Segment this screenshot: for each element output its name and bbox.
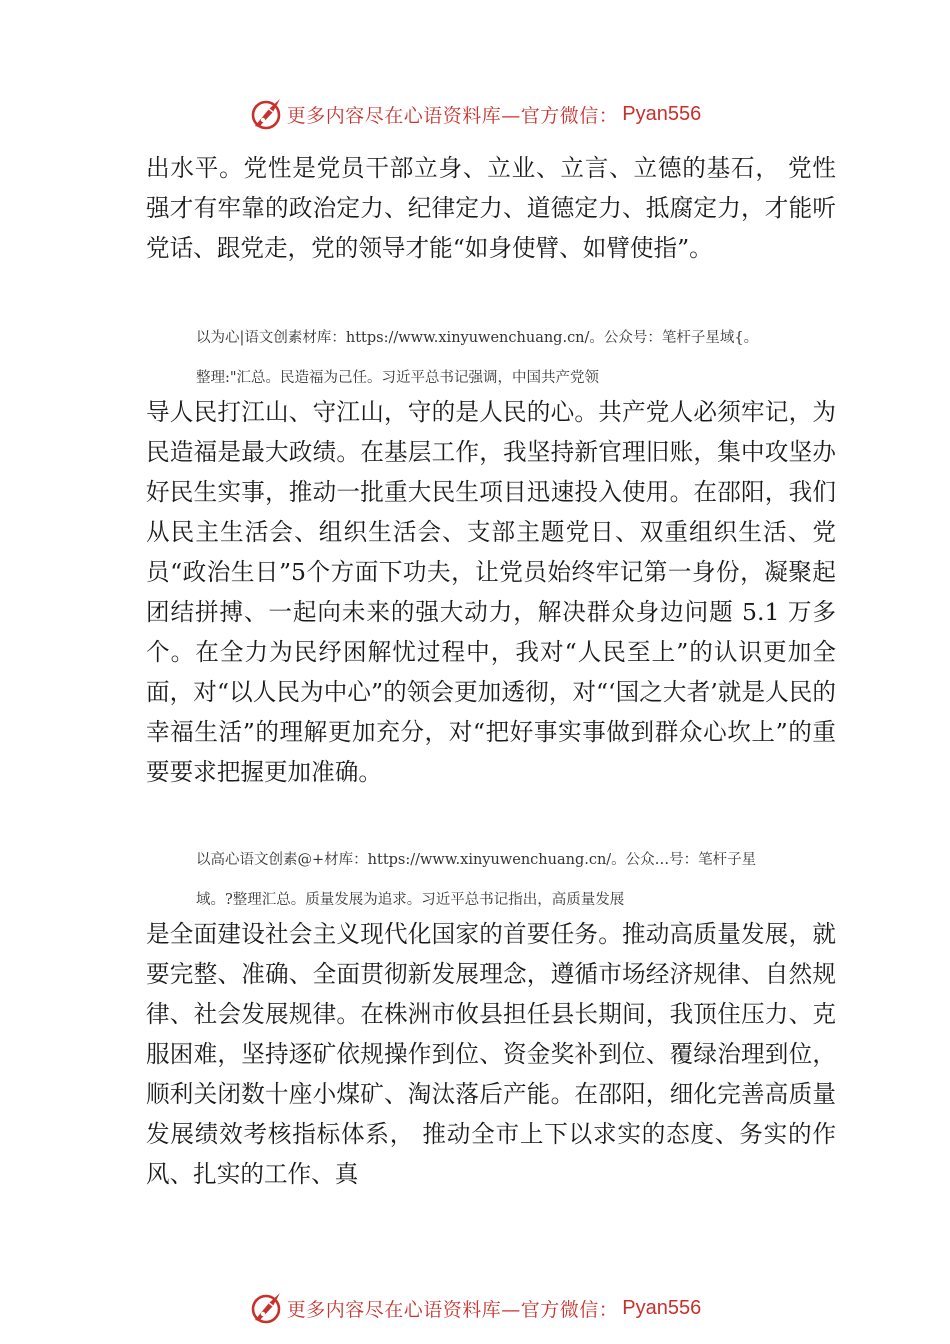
source-note-1-line-2: 整理:"汇总。民造福为己任。习近平总书记强调，中国共产党领 <box>196 370 600 386</box>
wechat-id: Pyan556 <box>622 1296 702 1319</box>
quill-pen-logo-icon <box>249 96 285 132</box>
header-banner <box>0 94 950 134</box>
wechat-id: Pyan556 <box>622 102 702 125</box>
body-paragraph-3: 是全面建设社会主义现代化国家的首要任务。推动高质量发展，就要完整、准确、全面贯彻新发展理念，遵循市场经济规律、自然规律、社会发展规律。在株洲市攸县担任县长期间，我顶住压力、克服困难，坚持逐矿依规操作到位、资金奖补到位、覆绿治理到位，顺利关闭数十座小煤矿、淘汰落后产能。在邵阳，细化完善高质量发展绩效考核指标体系， 推动全市上下以求实的态度、务实的作风、扎实的工作、真 <box>146 920 836 1188</box>
source-note-2-line-2: 域。?整理汇总。质量发展为追求。习近平总书记指出，高质量发展 <box>196 892 625 908</box>
banner-text: 更多内容尽在心语资料库—官方微信： <box>286 104 619 127</box>
banner-text: 更多内容尽在心语资料库—官方微信： <box>286 1298 619 1321</box>
footer-banner <box>0 1288 950 1328</box>
source-note-2-line-1: 以高心语文创素@+材库：https://www.xinyuwenchuang.cn/。公众…号：笔杆子星 <box>196 852 757 868</box>
quill-pen-logo-icon <box>249 1290 285 1326</box>
body-paragraph-1: 出水平。党性是党员干部立身、立业、立言、立德的基石， 党性强才有牢靠的政治定力、纪律定力、道德定力、抵腐定力，才能听党话、跟党走，党的领导才能“如身使臂、如臂使指”。 <box>146 154 836 262</box>
source-note-1-line-1: 以为心|语文创素材库：https://www.xinyuwenchuang.cn/。公众号：笔杆子星域{。 <box>196 330 759 346</box>
body-paragraph-2: 导人民打江山、守江山，守的是人民的心。共产党人必须牢记，为民造福是最大政绩。在基层工作，我坚持新官理旧账，集中攻坚办好民生实事，推动一批重大民生项目迅速投入使用。在邵阳，我们从民主生活会、组织生活会、支部主题党日、双重组织生活、党员“政治生日”5个方面下功夫，让党员始终牢记第一身份，凝聚起团结拼搏、一起向未来的强大动力，解决群众身边问题 5.1 万多个。在全力为民纾困解忧过程中，我对“人民至上”的认识更加全面，对“以人民为中心”的领会更加透彻，对“‘国之大者’就是人民的幸福生活”的理解更加充分，对“把好事实事做到群众心坎上”的重要要求把握更加准确。 <box>146 398 836 786</box>
